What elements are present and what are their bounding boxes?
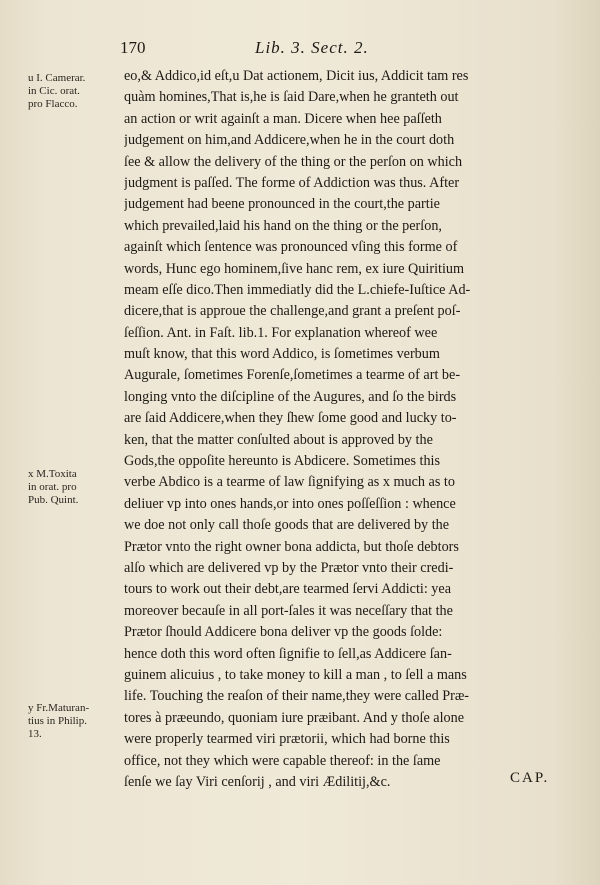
text-line: guinem alicuius , to take money to kill a man , to ſell a mans <box>124 666 467 683</box>
text-line: Prætor vnto the right owner bona addicta, but thoſe debtors <box>124 538 459 555</box>
text-line: judgement had beene pronounced in the court,the partie <box>124 196 440 213</box>
text-line: which prevailed,laid his hand on the thing or the perſon, <box>124 217 442 234</box>
margin-note-line: u I. Camerar. <box>28 72 86 84</box>
margin-note-line: tius in Philip. <box>28 715 87 727</box>
text-line: eo,& Addico,id eſt,u Dat actionem, Dicit ius, Addicit tam res <box>124 68 469 84</box>
text-line: dicere,that is approue the challenge,and grant a preſent poſ- <box>124 303 461 320</box>
margin-note-line: pro Flacco. <box>28 98 78 110</box>
page-number: 170 <box>120 38 146 57</box>
text-line: ſenſe we ſay Viri cenſorij , and viri Ædilitij,&c. <box>124 773 391 790</box>
margin-note-y <box>28 702 128 741</box>
body-text <box>124 66 578 793</box>
text-line: verbe Abdico is a tearme of law ſignifying as x much as to <box>124 474 455 491</box>
margin-note-line: Pub. Quint. <box>28 494 79 506</box>
text-line: deliuer vp into ones hands,or into ones poſſeſſion : whence <box>124 495 456 512</box>
text-line: ken, that the matter conſulted about is approved by the <box>124 431 433 448</box>
text-line: longing vnto the diſcipline of the Augures, and ſo the birds <box>124 388 457 405</box>
margin-note-line: y Fr.Maturan- <box>28 702 90 714</box>
text-line: are ſaid Addicere,when they ſhew ſome good and lucky to- <box>124 410 457 427</box>
text-line: Gods,the oppoſite hereunto is Abdicere. Sometimes this <box>124 453 441 470</box>
text-line: office, not they which were capable thereof: in the ſame <box>124 752 441 769</box>
text-line: alſo which are delivered vp by the Prætor vnto their credi- <box>124 559 454 576</box>
text-line: Prætor ſhould Addicere bona deliver vp the goods ſolde: <box>124 624 443 641</box>
text-line: were properly tearmed viri prætorii, which had borne this <box>124 731 450 748</box>
text-line: muſt know, that this word Addico, is ſometimes verbum <box>124 346 440 363</box>
margin-note-line: in Cic. orat. <box>28 85 80 97</box>
running-title: Lib. 3. Sect. 2. <box>255 38 369 57</box>
page-header <box>120 38 450 60</box>
text-line: meam eſſe dico.Then immediatly did the L.chiefe-Iuſtice Ad- <box>124 281 471 298</box>
text-line: againſt which ſentence was pronounced vſing this forme of <box>124 239 458 256</box>
text-line: judgement on him,and Addicere,when he in the court doth <box>124 132 455 149</box>
text-line: we doe not only call thoſe goods that are delivered by the <box>124 517 450 534</box>
text-line: moreover becauſe in all port-ſales it was neceſſary that the <box>124 602 453 619</box>
text-line: judgment is paſſed. The forme of Addiction was thus. After <box>124 174 460 191</box>
text-line: hence doth this word often ſignifie to ſell,as Addicere ſan- <box>124 645 452 662</box>
margin-note-line: 13. <box>28 728 42 740</box>
margin-note-x <box>28 468 128 507</box>
text-line: tours to work out their debt,are tearmed ſervi Addicti: yea <box>124 581 451 598</box>
text-line: life. Touching the reaſon of their name,they were called Præ- <box>124 688 470 705</box>
margin-note-u <box>28 72 128 111</box>
text-line: Augurale, ſometimes Forenſe,ſometimes a tearme of art be- <box>124 367 461 384</box>
text-line: quàm homines,That is,he is ſaid Dare,when he granteth out <box>124 89 459 106</box>
margin-note-line: in orat. pro <box>28 481 77 493</box>
text-line: tores à præeundo, quoniam iure præibant. And y thoſe alone <box>124 709 465 726</box>
text-line: an action or writ againſt a man. Dicere when hee paſſeth <box>124 110 442 127</box>
margin-note-line: x M.Toxita <box>28 468 77 480</box>
catchword: CAP. <box>510 770 550 786</box>
text-line: ſeſſion. Ant. in Faſt. lib.1. For explanation whereof wee <box>124 324 438 341</box>
text-line: ſee & allow the delivery of the thing or the perſon on which <box>124 153 463 170</box>
text-line: words, Hunc ego hominem,ſive hanc rem, ex iure Quiritium <box>124 260 465 277</box>
